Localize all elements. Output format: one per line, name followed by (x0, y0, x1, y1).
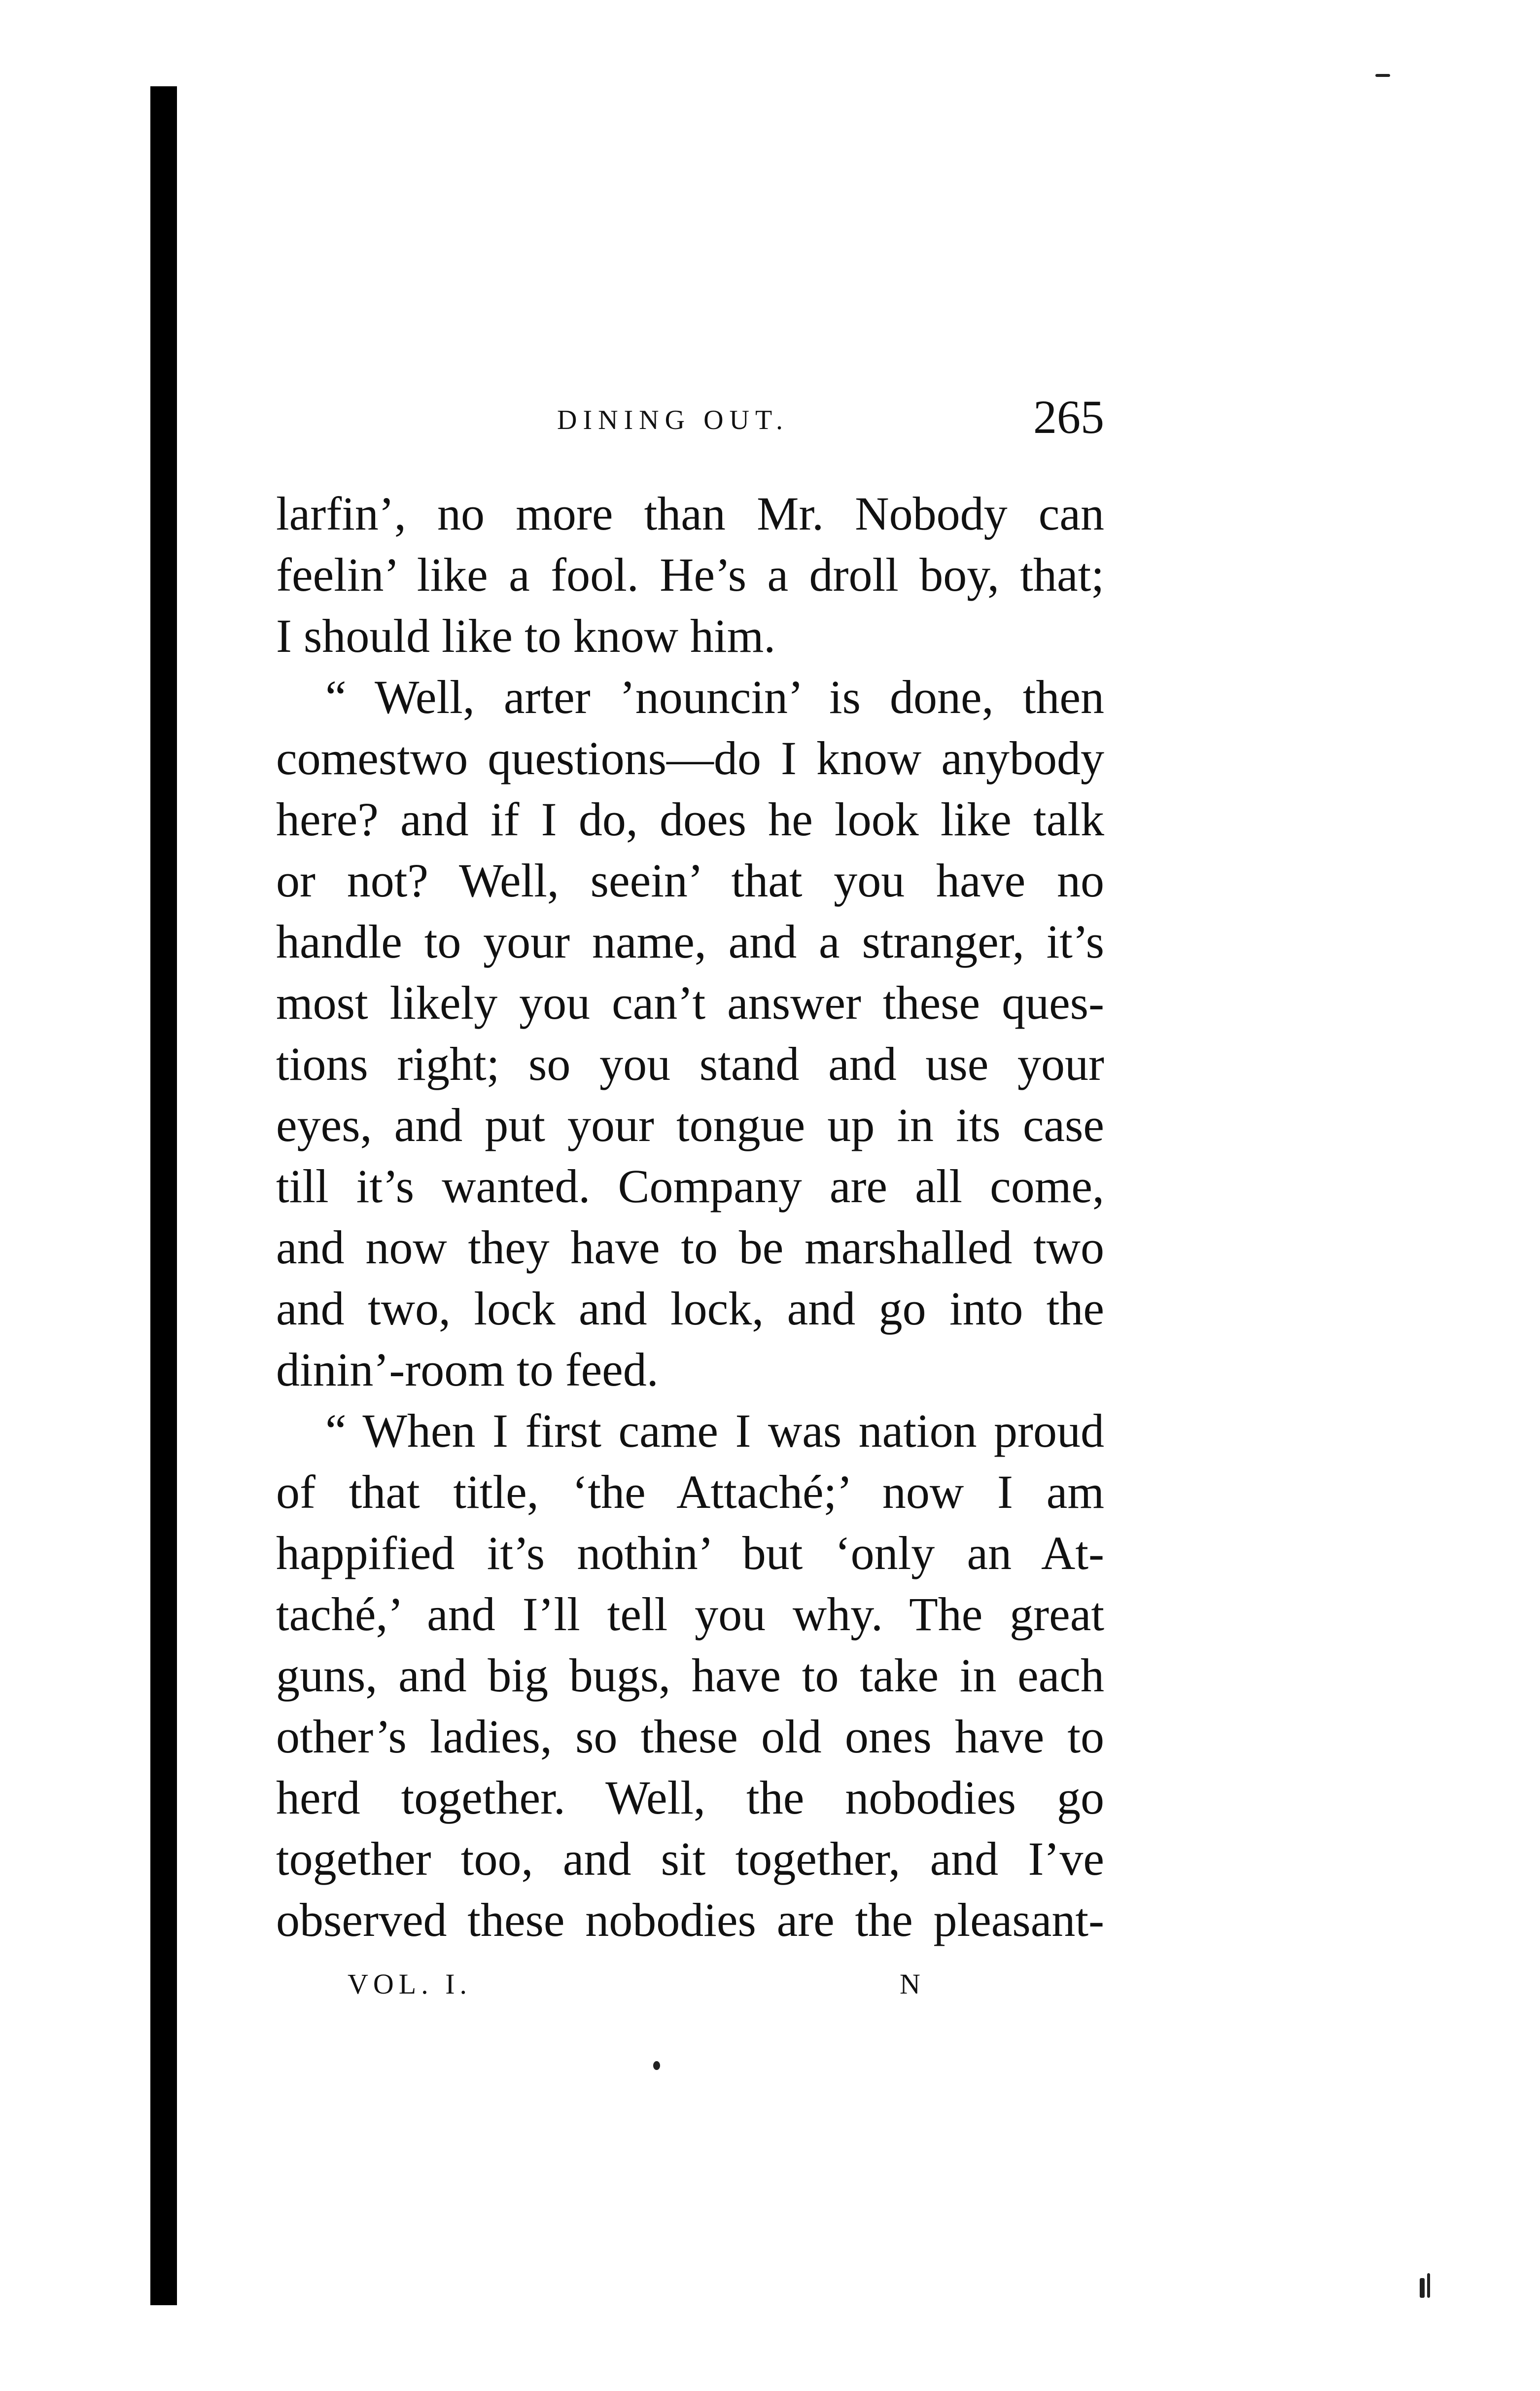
text-line: “ When I first came I was nation proud (325, 1404, 1104, 1457)
text-line: here? and if I do, does he look like talk (276, 793, 1104, 846)
text-line: handle to your name, and a stranger, it’s (276, 915, 1104, 968)
text-line: of that title, ‘the Attaché;’ now I am (276, 1465, 1104, 1518)
text-line: guns, and big bugs, have to take in each (276, 1649, 1104, 1702)
text-line: eyes, and put your tongue up in its case (276, 1099, 1104, 1151)
scan-speck (1427, 2273, 1430, 2298)
text-line: feelin’ like a fool. He’s a droll boy, that; (276, 548, 1104, 601)
text-line: comestwo questions—do I know anybody (276, 732, 1104, 785)
text-line: other’s ladies, so these old ones have to (276, 1710, 1104, 1763)
running-head: DINING OUT. (557, 405, 789, 435)
binding-shadow (150, 86, 177, 2305)
scan-speck (1420, 2278, 1425, 2298)
text-line: and now they have to be marshalled two (276, 1221, 1104, 1274)
page-number: 265 (1033, 391, 1104, 443)
text-line: taché,’ and I’ll tell you why. The great (276, 1588, 1104, 1641)
text-line: till it’s wanted. Company are all come, (276, 1160, 1104, 1213)
text-line: together too, and sit together, and I’ve (276, 1832, 1104, 1885)
text-line: tions right; so you stand and use your (276, 1037, 1104, 1090)
text-line: most likely you can’t answer these ques- (276, 976, 1104, 1029)
text-line: happified it’s nothin’ but ‘only an At- (276, 1527, 1104, 1579)
page-header (276, 390, 1104, 449)
scan-speck (1375, 74, 1390, 77)
text-line: larfin’, no more than Mr. Nobody can (276, 487, 1104, 540)
page-footer (276, 1967, 966, 2007)
text-line: dinin’-room to feed. (276, 1343, 659, 1396)
scan-speck (653, 2061, 660, 2070)
text-line: or not? Well, seein’ that you have no (276, 854, 1104, 907)
body-text (276, 483, 1104, 1951)
text-line: herd together. Well, the nobodies go (276, 1771, 1104, 1824)
text-line: and two, lock and lock, and go into the (276, 1282, 1104, 1335)
text-line: observed these nobodies are the pleasant- (276, 1893, 1104, 1946)
text-line: “ Well, arter ’nouncin’ is done, then (325, 671, 1104, 723)
volume-mark: VOL. I. (348, 1968, 472, 2000)
signature-mark: N (900, 1968, 920, 2000)
text-line: I should like to know him. (276, 609, 776, 662)
